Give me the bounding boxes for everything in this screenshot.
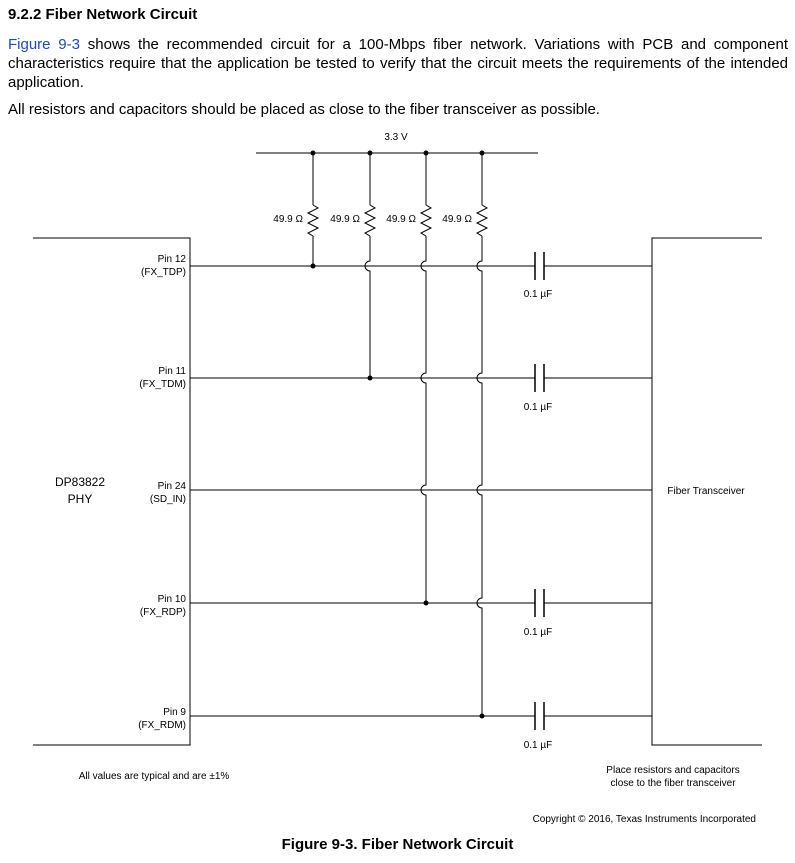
supply-label: 3.3 V bbox=[384, 132, 408, 143]
figure-caption: Figure 9-3. Fiber Network Circuit bbox=[281, 836, 514, 853]
pin-number: Pin 12 bbox=[157, 254, 186, 265]
figure-link[interactable]: Figure 9-3 bbox=[8, 36, 80, 53]
intro-text: shows the recommended circuit for a 100-Mbps fiber network. Variations with PCB and component characteristics require that the application be tested to verify that the circuit meets the requirements of the intended application. bbox=[8, 36, 788, 91]
pin-signal: (SD_IN) bbox=[149, 494, 186, 505]
resistor-label: 49.9 Ω bbox=[330, 214, 360, 225]
resistor-label: 49.9 Ω bbox=[442, 214, 472, 225]
section-number: 9.2.2 bbox=[8, 6, 42, 23]
pin-number: Pin 10 bbox=[157, 594, 186, 605]
pin-signal: (FX_RDM) bbox=[138, 720, 186, 731]
resistor-3-lead bbox=[421, 236, 426, 603]
values-note: All values are typical and are ±1% bbox=[78, 771, 230, 782]
capacitor-label: 0.1 µF bbox=[523, 289, 553, 300]
section-title: Fiber Network Circuit bbox=[45, 6, 198, 23]
capacitor-label: 0.1 µF bbox=[523, 740, 553, 751]
capacitor-label: 0.1 µF bbox=[523, 627, 553, 638]
pin-number: Pin 11 bbox=[158, 366, 186, 377]
resistor-4-lead bbox=[477, 236, 482, 716]
phy-label: DP83822 bbox=[54, 475, 106, 489]
pin-number: Pin 24 bbox=[157, 481, 186, 492]
pin-signal: (FX_TDM) bbox=[139, 379, 186, 390]
pin-signal: (FX_TDP) bbox=[141, 267, 186, 278]
resistor-2-lead bbox=[365, 236, 370, 378]
copyright-text: Copyright © 2016, Texas Instruments Incorporated bbox=[532, 814, 756, 825]
resistor-label: 49.9 Ω bbox=[386, 214, 416, 225]
resistor-label: 49.9 Ω bbox=[273, 214, 303, 225]
placement-note: Place resistors and capacitors bbox=[606, 765, 740, 776]
phy-label: PHY bbox=[67, 492, 93, 506]
resistor-2 bbox=[365, 205, 375, 236]
resistor-3 bbox=[421, 205, 431, 236]
placement-note: close to the fiber transceiver bbox=[610, 778, 736, 789]
pin-signal: (FX_RDP) bbox=[139, 607, 186, 618]
pin-number: Pin 9 bbox=[163, 707, 186, 718]
capacitor-label: 0.1 µF bbox=[523, 402, 553, 413]
resistor-1 bbox=[308, 205, 318, 236]
placement-paragraph: All resistors and capacitors should be placed as close to the fiber transceiver as possible. bbox=[8, 101, 600, 118]
resistor-4 bbox=[477, 205, 487, 236]
transceiver-label: Fiber Transceiver bbox=[667, 486, 745, 497]
